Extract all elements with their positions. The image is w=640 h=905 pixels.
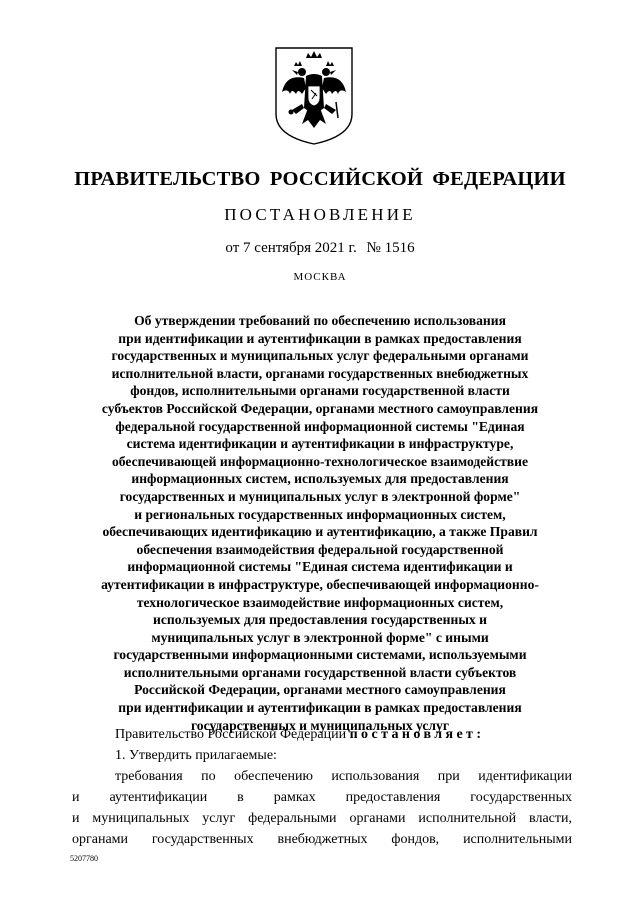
subject-line: при идентификации и аутентификации в рамках предоставления <box>118 330 522 346</box>
subject-line: обеспечивающих идентификацию и аутентификацию, а также Правил <box>102 524 538 540</box>
subject-line: государственных и муниципальных услуг <box>190 717 450 733</box>
subject-line: информационных систем, используемых для предоставления <box>131 471 509 487</box>
body-line: органами государственных внебюджетных фондов, исполнительными <box>72 832 572 847</box>
subject-line: исполнительными органами государственной власти субъектов <box>123 664 517 680</box>
preamble-paragraph <box>72 724 572 745</box>
subject-line: субъектов Российской Федерации, органами местного самоуправления <box>101 400 539 416</box>
subject-line: обеспечивающей информационно-технологическое взаимодействие <box>111 453 529 469</box>
subject-line: Об утверждении требований по обеспечению использования <box>134 313 506 328</box>
subject-line: при идентификации и аутентификации в рамках предоставления <box>118 700 522 716</box>
document-date: от 7 сентября 2021 г. <box>225 240 357 256</box>
document-city: МОСКВА <box>293 271 347 283</box>
government-title: ПРАВИТЕЛЬСТВО РОССИЙСКОЙ ФЕДЕРАЦИИ <box>74 168 566 190</box>
subject-line: государственными информационными системами, используемыми <box>113 647 527 663</box>
subject-line: федеральной государственной информационной системы "Единая <box>115 418 525 434</box>
body-line: требования по обеспечению использования при идентификации <box>115 769 572 784</box>
document-body <box>72 724 572 850</box>
subject-line: муниципальных услуг в электронной форме" с иными <box>151 629 489 645</box>
subject-line: обеспечения взаимодействия федеральной государственной <box>136 541 504 557</box>
subject-line: и региональных государственных информационных систем, <box>134 506 506 522</box>
document-subject <box>70 312 570 734</box>
preamble-text: Правительство Российской Федерации <box>115 727 347 742</box>
subject-line: исполнительной власти, органами государственных внебюджетных <box>111 365 529 381</box>
footer-code: 5207780 <box>70 854 98 863</box>
subject-line: технологическое взаимодействие информационных систем, <box>136 594 504 610</box>
item-1: 1. Утвердить прилагаемые: <box>115 748 277 763</box>
subject-line: система идентификации и аутентификации в инфраструктуре, <box>126 436 514 452</box>
subject-line: используемых для предоставления государственных и <box>153 612 487 628</box>
subject-line: аутентификации в инфраструктуре, обеспечивающей информационно- <box>101 576 539 592</box>
subject-line: фондов, исполнительными органами государственной власти <box>130 383 510 399</box>
subject-line: государственных и муниципальных услуг в электронной форме" <box>119 488 521 504</box>
body-line: и аутентификации в рамках предоставления государственных <box>72 790 572 805</box>
document-type: ПОСТАНОВЛЕНИЕ <box>224 205 416 224</box>
document-date-number <box>0 240 640 257</box>
russian-coat-of-arms-icon <box>272 44 356 148</box>
subject-line: информационной системы "Единая система идентификации и <box>127 559 513 575</box>
document-number: № 1516 <box>366 240 415 256</box>
decree-word: постановляет: <box>349 727 485 742</box>
subject-line: государственных и муниципальных услуг федеральными органами <box>111 348 529 364</box>
body-line: и муниципальных услуг федеральными органами исполнительной власти, <box>72 811 572 826</box>
subject-line: Российской Федерации, органами местного самоуправления <box>134 682 506 698</box>
